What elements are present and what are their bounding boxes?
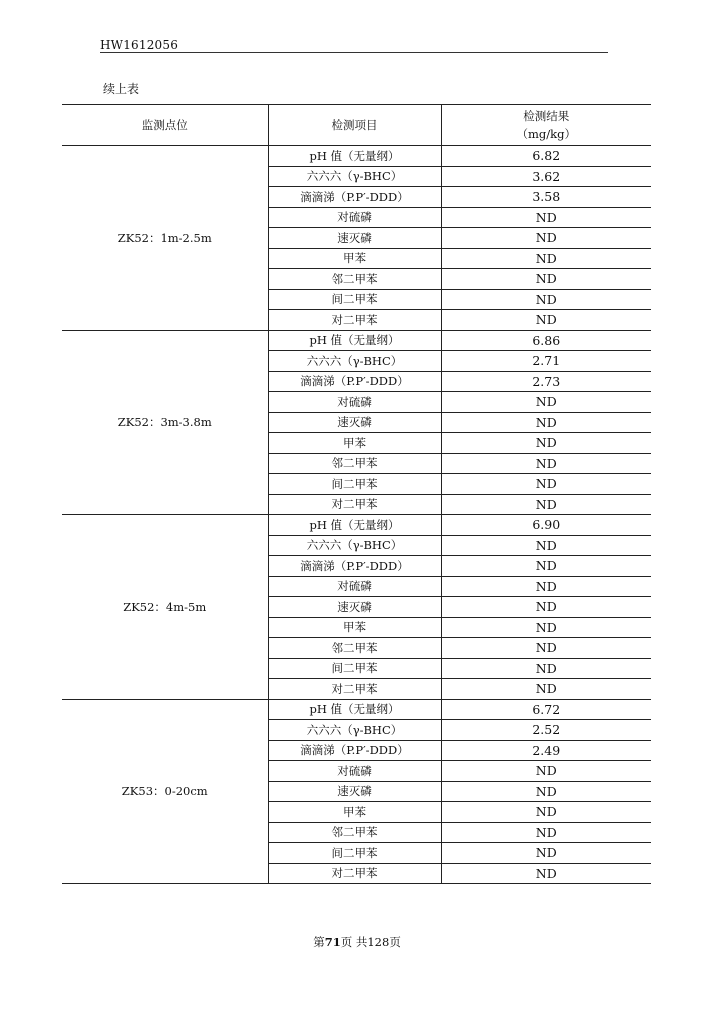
item-cell: pH 值（无量纲） [268, 146, 441, 167]
result-cell: ND [441, 289, 651, 310]
result-cell: 6.90 [441, 515, 651, 536]
total-pages: 128 [367, 935, 390, 949]
result-cell: ND [441, 535, 651, 556]
result-cell: ND [441, 453, 651, 474]
item-cell: 滴滴涕（P.P′-DDD） [268, 371, 441, 392]
item-cell: 六六六（γ-BHC） [268, 720, 441, 741]
item-cell: 间二甲苯 [268, 843, 441, 864]
result-cell: ND [441, 556, 651, 577]
item-cell: pH 值（无量纲） [268, 699, 441, 720]
result-cell: ND [441, 248, 651, 269]
result-cell: 6.86 [441, 330, 651, 351]
item-cell: 对硫磷 [268, 761, 441, 782]
item-cell: 对二甲苯 [268, 310, 441, 331]
item-cell: 对二甲苯 [268, 679, 441, 700]
item-cell: 对硫磷 [268, 392, 441, 413]
item-cell: 对硫磷 [268, 576, 441, 597]
item-cell: 六六六（γ-BHC） [268, 166, 441, 187]
result-cell: 3.62 [441, 166, 651, 187]
item-cell: 邻二甲苯 [268, 269, 441, 290]
item-cell: 速灭磷 [268, 412, 441, 433]
result-column-header [441, 105, 651, 146]
item-cell: 间二甲苯 [268, 289, 441, 310]
result-cell: 2.71 [441, 351, 651, 372]
header-row [62, 105, 651, 146]
site-column-header: 监测点位 [62, 105, 268, 146]
table-body [62, 146, 651, 884]
item-cell: 甲苯 [268, 248, 441, 269]
result-cell: 6.72 [441, 699, 651, 720]
result-cell: ND [441, 658, 651, 679]
current-page-number: 71 [324, 935, 341, 949]
site-cell: ZK53：0-20cm [62, 699, 268, 884]
item-cell: pH 值（无量纲） [268, 515, 441, 536]
result-cell: 6.82 [441, 146, 651, 167]
result-cell: ND [441, 474, 651, 495]
document-code: HW1612056 [100, 38, 179, 52]
item-cell: 邻二甲苯 [268, 453, 441, 474]
result-cell: ND [441, 433, 651, 454]
footer-prefix: 第 [313, 935, 325, 949]
result-cell: ND [441, 761, 651, 782]
item-cell: 邻二甲苯 [268, 638, 441, 659]
result-cell: ND [441, 638, 651, 659]
item-cell: 六六六（γ-BHC） [268, 535, 441, 556]
item-cell: 六六六（γ-BHC） [268, 351, 441, 372]
result-cell: ND [441, 843, 651, 864]
item-cell: 滴滴涕（P.P′-DDD） [268, 740, 441, 761]
table-header [62, 105, 651, 146]
continued-label: 续上表 [103, 82, 140, 96]
item-cell: 速灭磷 [268, 781, 441, 802]
item-cell: 滴滴涕（P.P′-DDD） [268, 556, 441, 577]
result-cell: ND [441, 228, 651, 249]
result-cell: ND [441, 822, 651, 843]
item-cell: 甲苯 [268, 617, 441, 638]
item-cell: 对二甲苯 [268, 863, 441, 884]
item-cell: 对硫磷 [268, 207, 441, 228]
item-column-header: 检测项目 [268, 105, 441, 146]
item-cell: 速灭磷 [268, 597, 441, 618]
result-cell: ND [441, 576, 651, 597]
result-cell: 3.58 [441, 187, 651, 208]
item-cell: 对二甲苯 [268, 494, 441, 515]
item-cell: 滴滴涕（P.P′-DDD） [268, 187, 441, 208]
result-cell: ND [441, 494, 651, 515]
table-row [62, 515, 651, 536]
result-cell: ND [441, 310, 651, 331]
result-cell: ND [441, 597, 651, 618]
item-cell: 间二甲苯 [268, 658, 441, 679]
result-cell: ND [441, 617, 651, 638]
site-cell: ZK52：3m-3.8m [62, 330, 268, 515]
page-footer [0, 934, 714, 950]
result-cell: ND [441, 412, 651, 433]
result-cell: 2.52 [441, 720, 651, 741]
item-cell: pH 值（无量纲） [268, 330, 441, 351]
result-cell: ND [441, 269, 651, 290]
footer-middle: 页 共 [340, 935, 368, 949]
result-cell: ND [441, 392, 651, 413]
item-cell: 速灭磷 [268, 228, 441, 249]
result-cell: 2.73 [441, 371, 651, 392]
result-cell: ND [441, 781, 651, 802]
site-cell: ZK52：1m-2.5m [62, 146, 268, 331]
results-table [62, 104, 651, 884]
result-cell: ND [441, 207, 651, 228]
result-cell: ND [441, 802, 651, 823]
item-cell: 间二甲苯 [268, 474, 441, 495]
site-cell: ZK52：4m-5m [62, 515, 268, 700]
header-rule [100, 52, 608, 53]
footer-suffix: 页 [389, 935, 401, 949]
result-header-title: 检测结果 [523, 109, 570, 123]
table-row [62, 699, 651, 720]
item-cell: 甲苯 [268, 802, 441, 823]
table-row [62, 146, 651, 167]
result-cell: ND [441, 863, 651, 884]
table-row [62, 330, 651, 351]
item-cell: 邻二甲苯 [268, 822, 441, 843]
result-cell: ND [441, 679, 651, 700]
item-cell: 甲苯 [268, 433, 441, 454]
result-header-unit: （mg/kg） [516, 127, 576, 141]
result-cell: 2.49 [441, 740, 651, 761]
